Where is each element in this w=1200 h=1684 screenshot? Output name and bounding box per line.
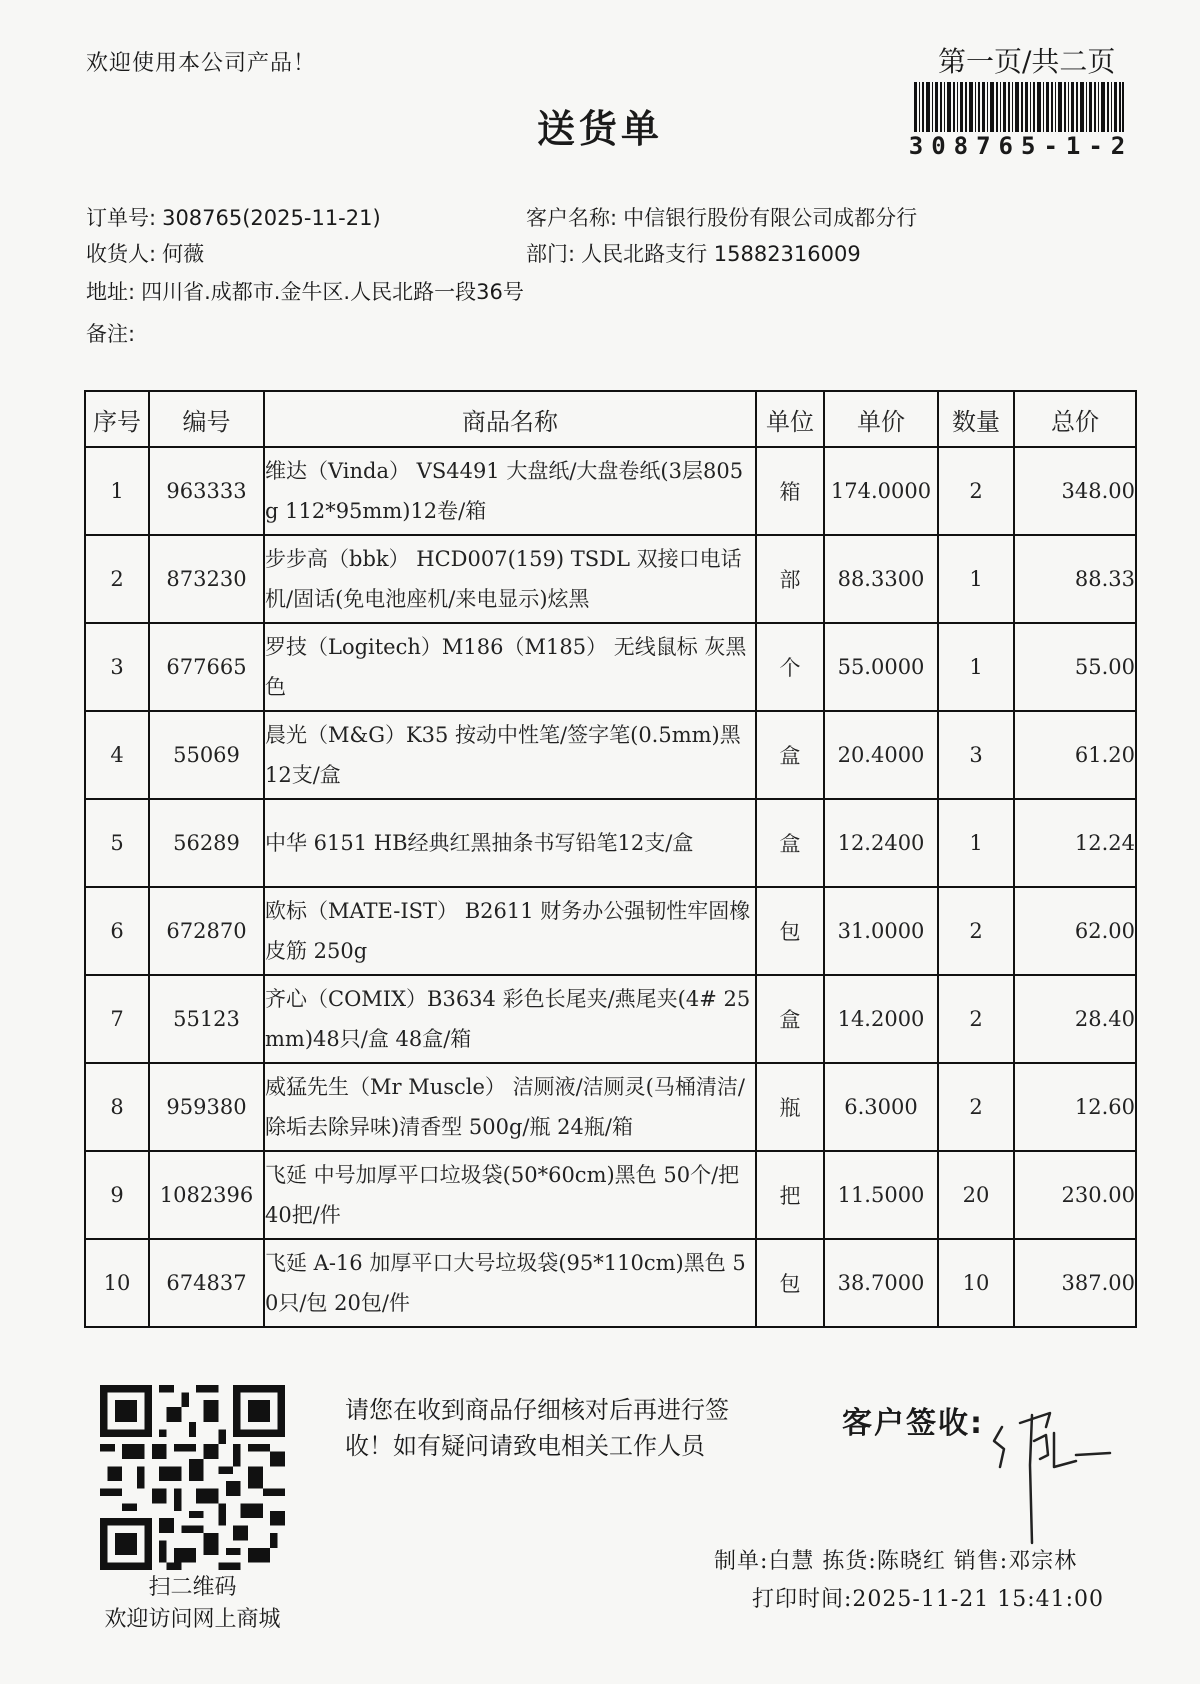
cell-qty: 1 (938, 799, 1014, 887)
remark-label: 备注: (86, 322, 136, 346)
cell-qty: 20 (938, 1151, 1014, 1239)
cell-unit: 瓶 (756, 1063, 824, 1151)
header-name: 商品名称 (264, 391, 756, 447)
cell-total: 12.24 (1014, 799, 1136, 887)
cell-seq: 4 (85, 711, 149, 799)
cell-code: 56289 (149, 799, 264, 887)
address-label: 地址: (86, 280, 136, 304)
cell-total: 387.00 (1014, 1239, 1136, 1327)
cell-seq: 5 (85, 799, 149, 887)
order-number-value: 308765(2025-11-21) (162, 206, 381, 230)
table-row (85, 535, 1136, 623)
cell-price: 31.0000 (824, 887, 938, 975)
cell-price: 38.7000 (824, 1239, 938, 1327)
cell-code: 672870 (149, 887, 264, 975)
cell-name: 威猛先生（Mr Muscle） 洁厕液/洁厕灵(马桶清洁/除垢去除异味)清香型 500g/瓶 24瓶/箱 (264, 1063, 756, 1151)
table-row (85, 711, 1136, 799)
cell-qty: 3 (938, 711, 1014, 799)
receiver-value: 何薇 (162, 242, 205, 266)
cell-qty: 2 (938, 1063, 1014, 1151)
address-value: 四川省.成都市.金牛区.人民北路一段36号 (141, 280, 524, 304)
cell-name: 维达（Vinda） VS4491 大盘纸/大盘卷纸(3层805g 112*95mm)12卷/箱 (264, 447, 756, 535)
cell-code: 55123 (149, 975, 264, 1063)
cell-price: 88.3300 (824, 535, 938, 623)
cell-price: 11.5000 (824, 1151, 938, 1239)
cell-seq: 2 (85, 535, 149, 623)
cell-unit: 盒 (756, 799, 824, 887)
cell-code: 963333 (149, 447, 264, 535)
header-seq: 序号 (85, 391, 149, 447)
cell-price: 6.3000 (824, 1063, 938, 1151)
table-header-row (85, 391, 1136, 447)
department-value: 人民北路支行 15882316009 (581, 242, 861, 266)
cell-qty: 1 (938, 535, 1014, 623)
cell-unit: 箱 (756, 447, 824, 535)
cell-total: 88.33 (1014, 535, 1136, 623)
cell-name: 飞延 A-16 加厚平口大号垃圾袋(95*110cm)黑色 50只/包 20包/件 (264, 1239, 756, 1327)
header-price: 单价 (824, 391, 938, 447)
header-code: 编号 (149, 391, 264, 447)
cell-unit: 包 (756, 1239, 824, 1327)
table-row (85, 975, 1136, 1063)
header-unit: 单位 (756, 391, 824, 447)
receiver-field (86, 238, 204, 268)
table-row (85, 447, 1136, 535)
cell-price: 14.2000 (824, 975, 938, 1063)
cell-seq: 1 (85, 447, 149, 535)
welcome-text: 欢迎使用本公司产品！ (86, 51, 317, 76)
customer-sign-label: 客户签收: (842, 1406, 984, 1441)
cell-seq: 9 (85, 1151, 149, 1239)
cell-total: 230.00 (1014, 1151, 1136, 1239)
cell-unit: 包 (756, 887, 824, 975)
cell-price: 55.0000 (824, 623, 938, 711)
table-row (85, 623, 1136, 711)
customer-field (526, 202, 917, 232)
cell-price: 20.4000 (824, 711, 938, 799)
cell-unit: 盒 (756, 975, 824, 1063)
cell-code: 55069 (149, 711, 264, 799)
cell-qty: 2 (938, 447, 1014, 535)
customer-label: 客户名称: (526, 206, 618, 230)
cell-code: 1082396 (149, 1151, 264, 1239)
cell-code: 674837 (149, 1239, 264, 1327)
remark-field (86, 318, 141, 348)
address-field (86, 276, 524, 306)
cell-seq: 8 (85, 1063, 149, 1151)
cell-total: 61.20 (1014, 711, 1136, 799)
cell-name: 飞延 中号加厚平口垃圾袋(50*60cm)黑色 50个/把 40把/件 (264, 1151, 756, 1239)
cell-qty: 1 (938, 623, 1014, 711)
cell-seq: 3 (85, 623, 149, 711)
check-notice: 请您在收到商品仔细核对后再进行签收！如有疑问请致电相关工作人员 (345, 1396, 729, 1460)
cell-code: 959380 (149, 1063, 264, 1151)
cell-name: 罗技（Logitech）M186（M185） 无线鼠标 灰黑色 (264, 623, 756, 711)
barcode-number: 308765-1-2 (908, 132, 1134, 160)
table-row (85, 1063, 1136, 1151)
department-field (526, 238, 861, 268)
cell-unit: 盒 (756, 711, 824, 799)
header-qty: 数量 (938, 391, 1014, 447)
staff-line: 制单:白慧 拣货:陈晓红 销售:邓宗林 (714, 1549, 1078, 1574)
table-row (85, 799, 1136, 887)
table-row (85, 1151, 1136, 1239)
customer-value: 中信银行股份有限公司成都分行 (623, 206, 918, 230)
qr-caption-mall: 欢迎访问网上商城 (104, 1607, 281, 1632)
cell-price: 12.2400 (824, 799, 938, 887)
department-label: 部门: (526, 242, 576, 266)
cell-name: 中华 6151 HB经典红黑抽条书写铅笔12支/盒 (264, 799, 756, 887)
cell-total: 348.00 (1014, 447, 1136, 535)
page-title: 送货单 (536, 107, 663, 151)
order-number-label: 订单号: (86, 206, 157, 230)
print-time: 打印时间:2025-11-21 15:41:00 (752, 1587, 1105, 1612)
cell-qty: 10 (938, 1239, 1014, 1327)
cell-seq: 10 (85, 1239, 149, 1327)
items-table (84, 390, 1137, 1328)
handwritten-signature (990, 1405, 1120, 1545)
page-info: 第一页/共二页 (938, 45, 1116, 78)
cell-qty: 2 (938, 975, 1014, 1063)
cell-code: 677665 (149, 623, 264, 711)
cell-price: 174.0000 (824, 447, 938, 535)
barcode-image (914, 82, 1124, 132)
cell-unit: 个 (756, 623, 824, 711)
table-row (85, 1239, 1136, 1327)
cell-seq: 6 (85, 887, 149, 975)
qr-code-icon (100, 1385, 285, 1570)
cell-seq: 7 (85, 975, 149, 1063)
cell-qty: 2 (938, 887, 1014, 975)
receiver-label: 收货人: (86, 242, 157, 266)
table-row (85, 887, 1136, 975)
cell-name: 欧标（MATE-IST） B2611 财务办公强韧性牢固橡皮筋 250g (264, 887, 756, 975)
cell-unit: 把 (756, 1151, 824, 1239)
cell-total: 62.00 (1014, 887, 1136, 975)
cell-total: 28.40 (1014, 975, 1136, 1063)
qr-caption-scan: 扫二维码 (148, 1575, 237, 1600)
cell-total: 12.60 (1014, 1063, 1136, 1151)
cell-total: 55.00 (1014, 623, 1136, 711)
cell-name: 齐心（COMIX）B3634 彩色长尾夹/燕尾夹(4# 25mm)48只/盒 48盒/箱 (264, 975, 756, 1063)
cell-name: 步步高（bbk） HCD007(159) TSDL 双接口电话机/固话(免电池座机/来电显示)炫黑 (264, 535, 756, 623)
order-number-field (86, 202, 381, 232)
cell-name: 晨光（M&G）K35 按动中性笔/签字笔(0.5mm)黑 12支/盒 (264, 711, 756, 799)
cell-code: 873230 (149, 535, 264, 623)
cell-unit: 部 (756, 535, 824, 623)
header-total: 总价 (1014, 391, 1136, 447)
